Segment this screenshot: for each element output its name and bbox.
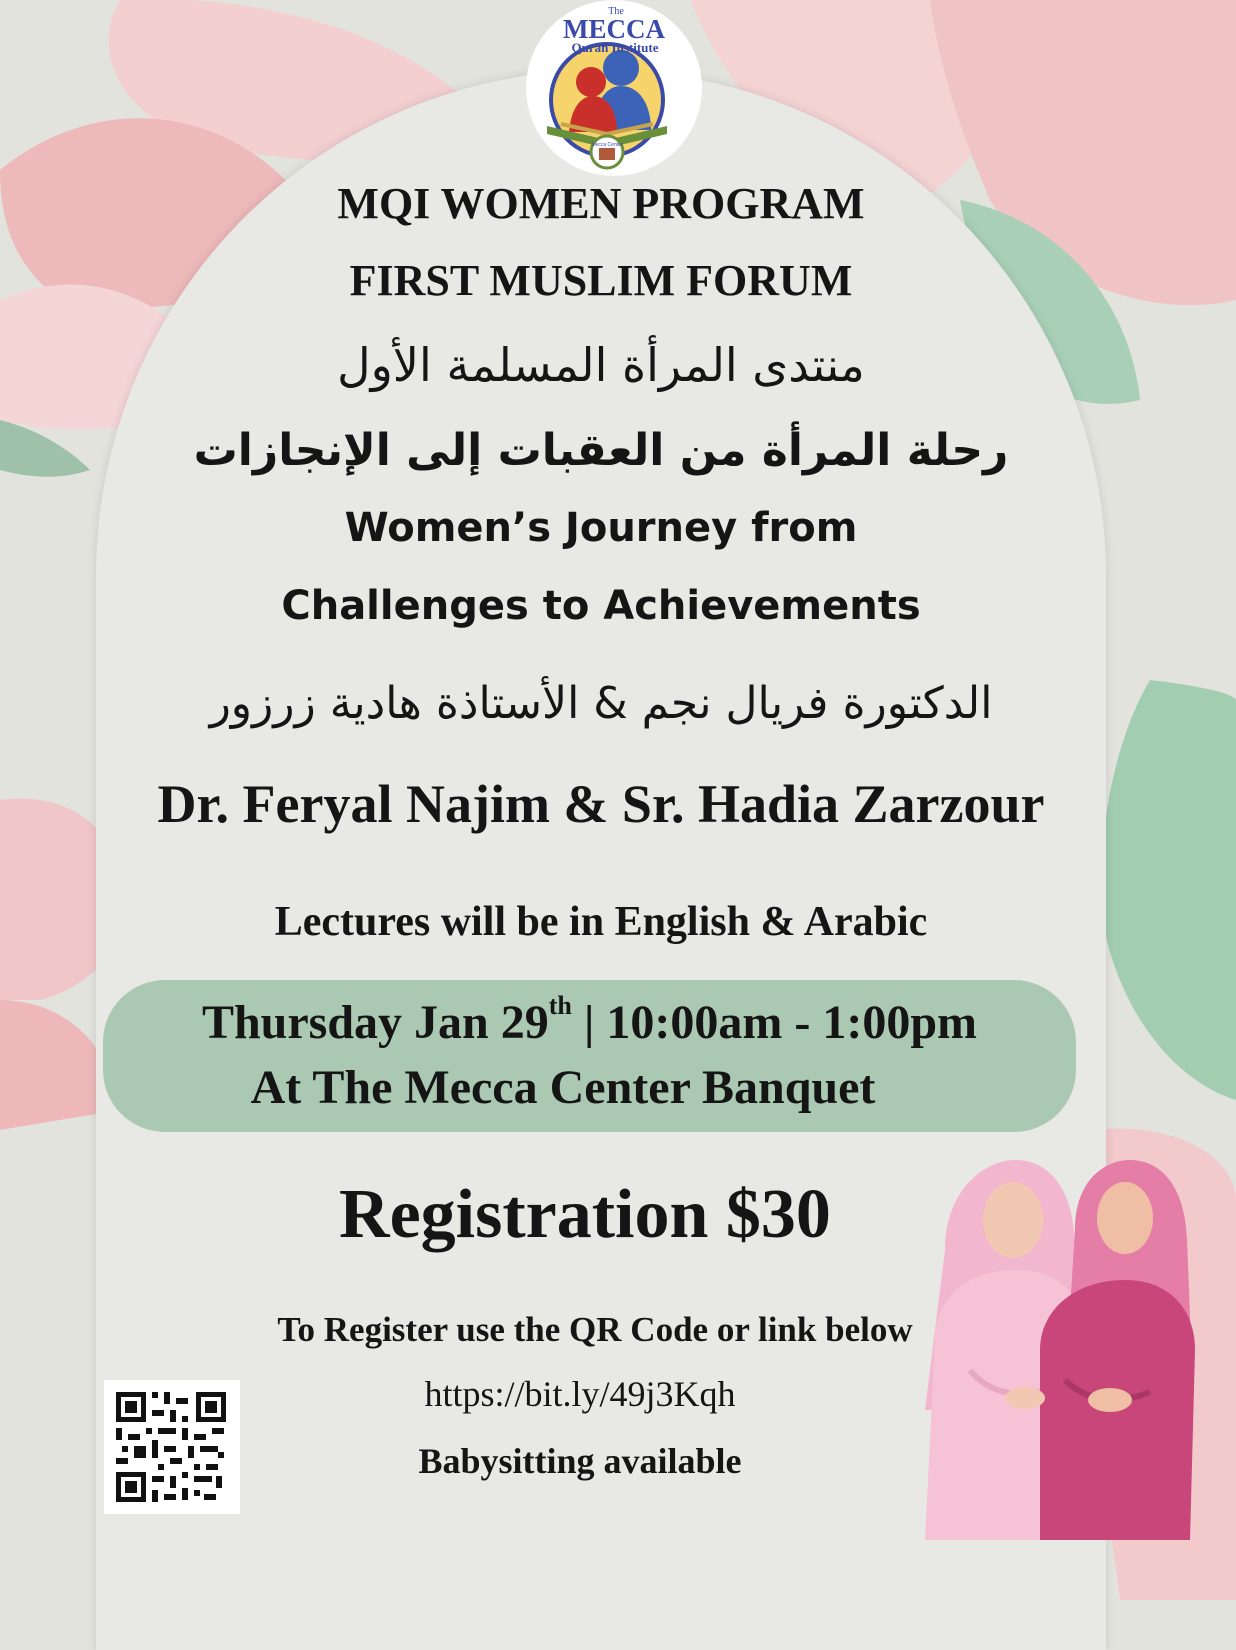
logo-mecca: MECCA: [563, 14, 665, 44]
women-illustration: [915, 1160, 1205, 1540]
arabic-subtitle: رحلة المرأة من العقبات إلى الإنجازات: [193, 425, 1009, 476]
speakers: Dr. Feryal Najim & Sr. Hadia Zarzour: [157, 774, 1045, 834]
program-title: MQI WOMEN PROGRAM: [337, 179, 865, 228]
event-date-suffix: th: [548, 991, 572, 1020]
event-location: At The Mecca Center Banquet: [250, 1061, 876, 1114]
babysitting-note: Babysitting available: [418, 1441, 742, 1481]
arabic-forum-title: منتدى المرأة المسلمة الأول: [337, 338, 865, 392]
qr-code[interactable]: [104, 1380, 240, 1514]
event-day-date: Thursday Jan 29: [201, 996, 549, 1049]
languages-note: Lectures will be in English & Arabic: [274, 899, 928, 945]
registration-fee: Registration $30: [339, 1176, 831, 1253]
english-subtitle-line1: Women’s Journey from: [344, 505, 858, 551]
arabic-speakers: الدكتورة فريال نجم & الأستاذة هادية زرزور: [209, 678, 993, 729]
registration-link[interactable]: https://bit.ly/49j3Kqh: [424, 1374, 736, 1414]
english-subtitle-line2: Challenges to Achievements: [281, 583, 921, 629]
event-date-time: [103, 991, 1076, 1050]
register-instructions: To Register use the QR Code or link below: [277, 1310, 913, 1349]
logo-the: The: [608, 6, 624, 17]
forum-title: FIRST MUSLIM FORUM: [349, 256, 853, 305]
logo-seal-text: Mecca Center: [591, 142, 623, 148]
mecca-quran-institute-logo: [521, 0, 707, 180]
event-separator: |: [583, 996, 595, 1049]
logo-quran-institute: Quran Institute: [571, 40, 659, 55]
event-time: 10:00am - 1:00pm: [606, 996, 978, 1049]
